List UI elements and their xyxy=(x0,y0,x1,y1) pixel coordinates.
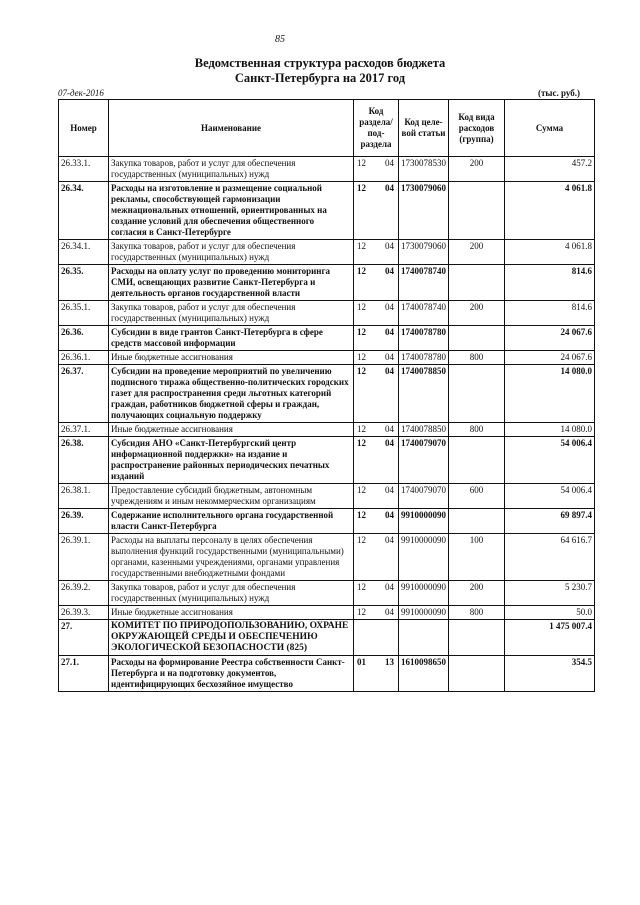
row-subsection: 04 xyxy=(385,183,394,193)
row-section-code xyxy=(354,606,399,620)
row-number: 26.34.1. xyxy=(59,240,109,265)
row-section-code xyxy=(354,182,399,240)
row-number: 26.37.1. xyxy=(59,423,109,437)
row-subsection: 04 xyxy=(385,582,394,592)
row-number: 27. xyxy=(59,620,109,656)
table-row xyxy=(59,581,595,606)
row-article-code: 9910000090 xyxy=(399,534,449,581)
row-section-code xyxy=(354,534,399,581)
row-subsection: 04 xyxy=(385,158,394,168)
row-section: 12 xyxy=(357,438,366,448)
row-section-code xyxy=(354,265,399,301)
row-article-code: 1740078780 xyxy=(399,351,449,365)
title-line-2: Санкт-Петербурга на 2017 год xyxy=(234,71,406,85)
row-name: Иные бюджетные ассигнования xyxy=(109,606,354,620)
row-article-code: 1740078850 xyxy=(399,365,449,423)
row-number: 26.34. xyxy=(59,182,109,240)
row-section: 12 xyxy=(357,366,366,376)
row-name: Расходы на выплаты персоналу в целях обеспечения выполнения функций государственными (муниципальными) органами, казенными учреждениями, органами управления государственными внебюджетными фондами xyxy=(109,534,354,581)
table-row xyxy=(59,620,595,656)
table-header-row xyxy=(59,100,595,157)
title-line-1: Ведомственная структура расходов бюджета xyxy=(194,56,446,70)
row-subsection: 04 xyxy=(385,302,394,312)
row-sum: 24 067.6 xyxy=(505,351,595,365)
row-article-code: 1740078850 xyxy=(399,423,449,437)
row-section-code xyxy=(354,301,399,326)
row-name: КОМИТЕТ ПО ПРИРОДОПОЛЬЗОВАНИЮ, ОХРАНЕ ОКРУЖАЮЩЕЙ СРЕДЫ И ОБЕСПЕЧЕНИЮ ЭКОЛОГИЧЕСКОЙ БЕЗОПАСНОСТИ (825) xyxy=(109,620,354,656)
row-subsection: 04 xyxy=(385,485,394,495)
row-name: Расходы на изготовление и размещение социальной рекламы, способствующей гармонизации межнациональных отношений, ориентированных на создание условий для обеспечения общественного согласия в Санкт-Петербурге xyxy=(109,182,354,240)
row-number: 26.36. xyxy=(59,326,109,351)
row-sum: 14 080.0 xyxy=(505,365,595,423)
row-section-code xyxy=(354,437,399,484)
row-number: 26.38. xyxy=(59,437,109,484)
row-expense-type: 600 xyxy=(449,484,505,509)
row-article-code: 1740079070 xyxy=(399,437,449,484)
row-article-code: 1740078740 xyxy=(399,301,449,326)
row-section: 12 xyxy=(357,352,366,362)
row-number: 26.38.1. xyxy=(59,484,109,509)
row-subsection: 04 xyxy=(385,607,394,617)
row-sum: 1 475 007.4 xyxy=(505,620,595,656)
row-subsection: 04 xyxy=(385,266,394,276)
row-article-code: 1740079070 xyxy=(399,484,449,509)
row-expense-type: 200 xyxy=(449,301,505,326)
row-name: Субсидия АНО «Санкт-Петербургский центр информационной поддержки» на издание и распространение районных периодических печатных изданий xyxy=(109,437,354,484)
row-sum: 54 006.4 xyxy=(505,437,595,484)
header-article-code: Код целе-вой статьи xyxy=(399,100,449,157)
page-title xyxy=(0,56,640,86)
row-section: 12 xyxy=(357,607,366,617)
document-date: 07-дек-2016 xyxy=(58,88,104,98)
table-body xyxy=(59,157,595,692)
table-row xyxy=(59,182,595,240)
row-section: 12 xyxy=(357,327,366,337)
header-expense-type: Код вида расходов (группа) xyxy=(449,100,505,157)
table-row xyxy=(59,157,595,182)
row-expense-type xyxy=(449,509,505,534)
row-name: Иные бюджетные ассигнования xyxy=(109,423,354,437)
row-name: Закупка товаров, работ и услуг для обеспечения государственных (муниципальных) нужд xyxy=(109,581,354,606)
row-section-code xyxy=(354,484,399,509)
row-section: 12 xyxy=(357,266,366,276)
row-section: 12 xyxy=(357,158,366,168)
row-article-code: 9910000090 xyxy=(399,606,449,620)
row-number: 26.36.1. xyxy=(59,351,109,365)
row-section-code xyxy=(354,351,399,365)
row-name: Предоставление субсидий бюджетным, автономным учреждениям и иным некоммерческим организациям xyxy=(109,484,354,509)
header-number: Номер xyxy=(59,100,109,157)
row-expense-type: 800 xyxy=(449,351,505,365)
row-sum: 457.2 xyxy=(505,157,595,182)
row-article-code: 1610098650 xyxy=(399,656,449,692)
row-article-code xyxy=(399,620,449,656)
row-article-code: 9910000090 xyxy=(399,509,449,534)
row-number: 26.35. xyxy=(59,265,109,301)
row-section: 12 xyxy=(357,535,366,545)
row-number: 26.37. xyxy=(59,365,109,423)
row-section-code xyxy=(354,240,399,265)
row-number: 26.39. xyxy=(59,509,109,534)
row-sum: 4 061.8 xyxy=(505,182,595,240)
row-number: 26.39.2. xyxy=(59,581,109,606)
table-row xyxy=(59,365,595,423)
row-article-code: 9910000090 xyxy=(399,581,449,606)
row-expense-type xyxy=(449,326,505,351)
table-row xyxy=(59,326,595,351)
row-sum: 14 080.0 xyxy=(505,423,595,437)
row-section: 12 xyxy=(357,424,366,434)
budget-table xyxy=(58,99,595,692)
row-number: 26.33.1. xyxy=(59,157,109,182)
row-section-code xyxy=(354,326,399,351)
row-sum: 54 006.4 xyxy=(505,484,595,509)
row-section-code xyxy=(354,581,399,606)
table-row xyxy=(59,437,595,484)
row-expense-type xyxy=(449,437,505,484)
row-subsection: 04 xyxy=(385,438,394,448)
row-section: 12 xyxy=(357,302,366,312)
header-sum: Сумма xyxy=(505,100,595,157)
row-name: Закупка товаров, работ и услуг для обеспечения государственных (муниципальных) нужд xyxy=(109,301,354,326)
row-expense-type: 800 xyxy=(449,606,505,620)
row-expense-type xyxy=(449,265,505,301)
row-subsection: 04 xyxy=(385,241,394,251)
table-row xyxy=(59,301,595,326)
row-sum: 50.0 xyxy=(505,606,595,620)
row-subsection: 04 xyxy=(385,510,394,520)
table-row xyxy=(59,265,595,301)
table-row xyxy=(59,606,595,620)
row-name: Расходы на формирование Реестра собственности Санкт-Петербурга и на подготовку документов, идентифицирующих бесхозяйное имущество xyxy=(109,656,354,692)
row-sum: 354.5 xyxy=(505,656,595,692)
row-subsection: 04 xyxy=(385,424,394,434)
row-name: Закупка товаров, работ и услуг для обеспечения государственных (муниципальных) нужд xyxy=(109,240,354,265)
row-sum: 814.6 xyxy=(505,265,595,301)
table-row xyxy=(59,509,595,534)
page-number: 85 xyxy=(275,34,285,45)
row-subsection: 04 xyxy=(385,366,394,376)
row-number: 26.39.3. xyxy=(59,606,109,620)
row-section-code xyxy=(354,509,399,534)
row-expense-type: 200 xyxy=(449,157,505,182)
row-subsection: 04 xyxy=(385,352,394,362)
row-name: Содержание исполнительного органа государственной власти Санкт-Петербурга xyxy=(109,509,354,534)
row-sum: 24 067.6 xyxy=(505,326,595,351)
row-subsection: 04 xyxy=(385,535,394,545)
row-section-code xyxy=(354,620,399,656)
row-number: 27.1. xyxy=(59,656,109,692)
row-article-code: 1740078780 xyxy=(399,326,449,351)
table-row xyxy=(59,534,595,581)
row-expense-type: 800 xyxy=(449,423,505,437)
table-row xyxy=(59,423,595,437)
row-section: 12 xyxy=(357,582,366,592)
row-expense-type xyxy=(449,620,505,656)
row-section: 12 xyxy=(357,510,366,520)
row-section: 12 xyxy=(357,183,366,193)
row-expense-type xyxy=(449,656,505,692)
row-section-code xyxy=(354,157,399,182)
row-section-code xyxy=(354,423,399,437)
row-name: Иные бюджетные ассигнования xyxy=(109,351,354,365)
row-section: 01 xyxy=(357,657,366,667)
row-subsection: 13 xyxy=(385,657,394,667)
row-expense-type xyxy=(449,182,505,240)
row-article-code: 1740078740 xyxy=(399,265,449,301)
row-section-code xyxy=(354,656,399,692)
row-sum: 64 616.7 xyxy=(505,534,595,581)
row-sum: 5 230.7 xyxy=(505,581,595,606)
row-section: 12 xyxy=(357,485,366,495)
row-name: Расходы на оплату услуг по проведению мониторинга СМИ, освещающих развитие Санкт-Петербурга и деятельность органов государственной власти xyxy=(109,265,354,301)
row-sum: 4 061.8 xyxy=(505,240,595,265)
row-number: 26.35.1. xyxy=(59,301,109,326)
row-expense-type: 200 xyxy=(449,581,505,606)
row-article-code: 1730079060 xyxy=(399,182,449,240)
table-row xyxy=(59,484,595,509)
row-sum: 814.6 xyxy=(505,301,595,326)
row-expense-type: 100 xyxy=(449,534,505,581)
header-name: Наименование xyxy=(109,100,354,157)
row-article-code: 1730078530 xyxy=(399,157,449,182)
table-row xyxy=(59,240,595,265)
row-name: Закупка товаров, работ и услуг для обеспечения государственных (муниципальных) нужд xyxy=(109,157,354,182)
row-section-code xyxy=(354,365,399,423)
row-subsection: 04 xyxy=(385,327,394,337)
units-label: (тыс. руб.) xyxy=(538,88,580,98)
header-section-code: Код раздела/под-раздела xyxy=(354,100,399,157)
row-expense-type: 200 xyxy=(449,240,505,265)
row-expense-type xyxy=(449,365,505,423)
row-number: 26.39.1. xyxy=(59,534,109,581)
row-name: Субсидии на проведение мероприятий по увеличению подписного тиража общественно-политических городских газет для распространения среди льготных категорий граждан, работников бюджетной сферы и граждан, получающих социальную поддержку xyxy=(109,365,354,423)
table-row xyxy=(59,351,595,365)
row-article-code: 1730079060 xyxy=(399,240,449,265)
row-section: 12 xyxy=(357,241,366,251)
row-name: Субсидии в виде грантов Санкт-Петербурга в сфере средств массовой информации xyxy=(109,326,354,351)
row-sum: 69 897.4 xyxy=(505,509,595,534)
table-row xyxy=(59,656,595,692)
